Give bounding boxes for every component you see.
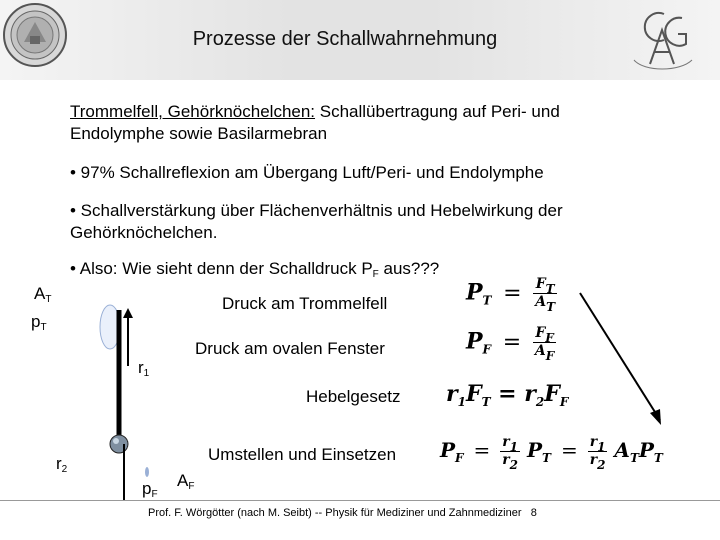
page-number: 8 [530, 507, 537, 519]
label-pf: $p_F$ [142, 479, 158, 500]
label-window-pressure: Druck am ovalen Fenster [195, 339, 385, 358]
pivot-ball [110, 435, 128, 453]
formula-final: $P_F$ = $\frac{r_1}{r_2}$ $P_T$ = $\frac{r_1}{r_2}$ $A_TP_T$ [440, 434, 663, 472]
formula-drum-pressure: $P_T$ = $\frac{F_T}{A_T}$ [466, 276, 556, 314]
at-to-pt-arrow [580, 293, 660, 420]
intro-line-1 [70, 101, 560, 123]
intro-line-2: Endolymphe sowie Basilarmebran [70, 124, 328, 143]
oval-window-shape [145, 467, 149, 477]
label-drum-pressure: Druck am Trommelfell [222, 294, 388, 313]
label-r1: $r_1$ [138, 358, 150, 379]
footer-credit: Prof. F. Wörgötter (nach M. Seibt) -- Physik für Mediziner und Zahnmediziner 8 [148, 507, 537, 519]
label-at: $A_T$ [34, 284, 52, 305]
label-af: $A_F$ [177, 471, 195, 492]
intro-underlined: Trommelfell, Gehörknöchelchen: [70, 102, 316, 121]
bullet-amplification-cont: Gehörknöchelchen. [70, 223, 218, 242]
slide-title: Prozesse der Schallwahrnehmung [192, 28, 498, 50]
bullet-amplification: • Schallverstärkung über Flächenverhältnis und Hebelwirkung der [70, 201, 563, 220]
eardrum-shape [100, 305, 120, 349]
label-pt: $p_T$ [31, 312, 47, 333]
intro-rest: Schallübertragung auf Peri- und [315, 102, 560, 121]
label-lever-law: Hebelgesetz [306, 387, 401, 406]
formula-window-pressure: $P_F$ = $\frac{F_F}{A_F}$ [466, 325, 555, 363]
label-r2: $r_2$ [56, 454, 68, 475]
footer-divider [0, 500, 720, 501]
bullet-question: • Also: Wie sieht denn der Schalldruck $P_F$ aus??? [70, 259, 440, 280]
bullet-reflection: • 97% Schallreflexion am Übergang Luft/Peri- und Endolymphe [70, 163, 544, 182]
label-substitute: Umstellen und Einsetzen [208, 445, 397, 464]
formula-lever-law: $r_1F_T = r_2F_F$ [446, 381, 569, 409]
